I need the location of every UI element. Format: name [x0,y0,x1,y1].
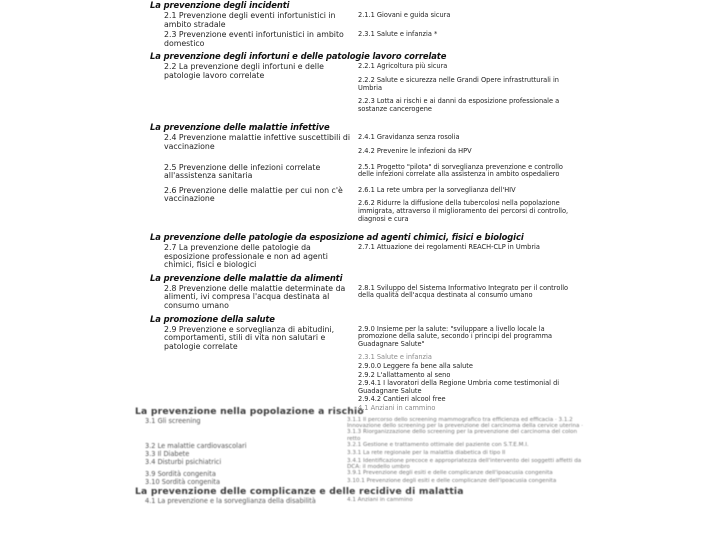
project-item: 2.1.1 Giovani e guida sicura [358,11,451,19]
faded-duplicate-table [135,406,585,540]
program-row [150,63,580,119]
faded-row [135,442,585,450]
faded-project-text: 3.10.1 Prevenzione degli esiti e delle complicanze dell'ipoacusia congenita [347,478,557,485]
section-title: La prevenzione delle malattie infettive [150,122,330,133]
project-item: 2.9.4.1 I lavoratori della Regione Umbria come testimonial di Guadagnare Salute [358,379,560,395]
project-item: 2.6.2 Ridurre la diffusione della tubercolosi nella popolazione immigrata, attraverso il miglioramento dei percorsi di controllo, diagnosi e cura [358,199,569,223]
project-item: 2.3.1 Salute e infanzia * [358,30,438,39]
faded-project-text: 3.2.1 Gestione e trattamento ottimale del paziente con S.T.E.M.I. [347,441,529,448]
project-list [358,285,580,311]
project-item: 2.4.2 Prevenire le infezioni da HPV [358,146,472,155]
program-row [150,187,580,229]
project-list [358,31,580,48]
program-table [150,0,580,414]
faded-project-text: 3.1.1 Il percorso dello screening mammografico tra efficienza ed efficacia · 3.1.2 Innovazione dello screening per la prevenzione del carcinoma della cervice uterina · 3.1.3 Riorganizzazione dello screening per la prevenzione del carcinoma del colon retto [347,417,583,442]
project-list [358,12,580,29]
program-title: 2.9 Prevenzione e sorveglianza di abitudini, comportamenti, stili di vita non salutari e patologie correlate [164,324,335,351]
program-title: 2.5 Prevenzione delle infezioni correlate all'assistenza sanitaria [164,162,321,181]
faded-section-title: La prevenzione nella popolazione a rischio [135,406,364,417]
program-row [150,12,580,29]
program-row [150,326,580,414]
faded-program-title: 3.3 Il Diabete [145,449,190,458]
program-row [150,164,580,185]
project-item: 2.4.1 Gravidanza senza rosolia [358,133,460,142]
project-item: 2.2.3 Lotta ai rischi e ai danni da esposizione professionale a sostanze cancerogene [358,97,560,113]
faded-project-text: 3.9.1 Prevenzione degli esiti e delle complicanze dell'ipoacusia congenita [347,470,553,477]
faded-row [135,478,585,486]
project-item: 2.6.1 La rete umbra per la sorveglianza dell'HIV [358,185,516,194]
project-list [358,187,580,229]
faded-row [135,470,585,478]
project-list [358,134,580,161]
project-item: 2.2.2 Salute e sicurezza nelle Grandi Opere infrastrutturali in Umbria [358,75,559,92]
project-item: 2.2.1 Agricoltura più sicura [358,62,448,71]
faded-project-text: 3.3.1 La rete regionale per la malattia diabetica di tipo II [347,449,506,456]
section-title: La prevenzione delle patologie da esposizione ad agenti chimici, fisici e biologici [150,232,524,243]
program-title: 2.1 Prevenzione degli eventi infortunistici in ambito stradale [164,11,336,29]
faded-project-text: 3.4.1 Identificazione precoce e appropriatezza dell'intervento dei soggetti affetti da DCA: il modello umbro [347,457,582,471]
project-item: 2.8.1 Sviluppo del Sistema Informativo Integrato per il controllo della qualità dell'acqua destinata al consumo umano [358,283,569,300]
project-item: 4.1 Anziani in cammino [358,404,436,412]
project-item: 2.9.0.0 Leggere fa bene alla salute [358,362,473,371]
faded-program-title: 3.1 Gli screening [145,417,201,425]
faded-program-title: 3.9 Sordità congenita [145,470,216,479]
project-list [358,326,580,414]
faded-section-title: La prevenzione delle complicanze e delle recidive di malattia [135,486,464,498]
project-list [358,244,580,270]
faded-program-title: 4.1 La prevenzione e la sorveglianza della disabilità [145,497,316,506]
project-item: 2.9.2 L'allattamento al seno [358,370,451,379]
faded-program-title: 3.10 Sordità congenita [145,478,221,487]
project-item: 2.7.1 Attuazione dei regolamenti REACH-CLP in Umbria [358,243,540,252]
program-title: 2.2 La prevenzione degli infortuni e delle patologie lavoro correlate [164,62,324,80]
program-title: 2.3 Prevenzione eventi infortunistici in ambito domestico [164,30,344,48]
program-row [150,134,580,161]
program-row [150,285,580,311]
faded-project-text: 4.1 Anziani in cammino [347,497,413,504]
faded-row [135,497,585,505]
program-title: 2.4 Prevenzione malattie infettive suscettibili di vaccinazione [164,133,351,151]
project-item: 2.3.1 Salute e infanzia [358,353,432,362]
section-title: La prevenzione degli incidenti [150,0,290,10]
project-item: 2.5.1 Progetto "pilota" di sorveglianza prevenzione e controllo delle infezioni correlate alla assistenza in ambito ospedaliero [358,162,563,179]
program-row [150,31,580,48]
program-row [150,244,580,270]
project-list [358,164,580,185]
program-title: 2.8 Prevenzione delle malattie determinate da alimenti, ivi compresa l'acqua destinata al consumo umano [164,283,346,311]
project-list [358,63,580,119]
faded-row [135,450,585,458]
section-title: La prevenzione degli infortuni e delle patologie lavoro correlate [150,51,447,62]
faded-row [135,417,585,442]
faded-program-title: 3.2 Le malattie cardiovascolari [145,441,247,450]
program-title: 2.7 La prevenzione delle patologie da esposizione professionale e non ad agenti chimici, fisici e biologici [164,243,328,270]
section-title: La promozione della salute [150,313,275,324]
section-title: La prevenzione delle malattie da alimenti [150,272,343,283]
project-item: 2.9.4.2 Cantieri alcool free [358,395,446,404]
project-item: 2.9.0 Insieme per la salute: "sviluppare a livello locale la promozione della salute, secondo i principi del programma Guadagnare Salute" [358,324,553,348]
faded-program-title: 3.4 Disturbi psichiatrici [145,457,222,466]
program-title: 2.6 Prevenzione delle malattie per cui non c'è vaccinazione [164,185,343,204]
faded-row [135,458,585,470]
